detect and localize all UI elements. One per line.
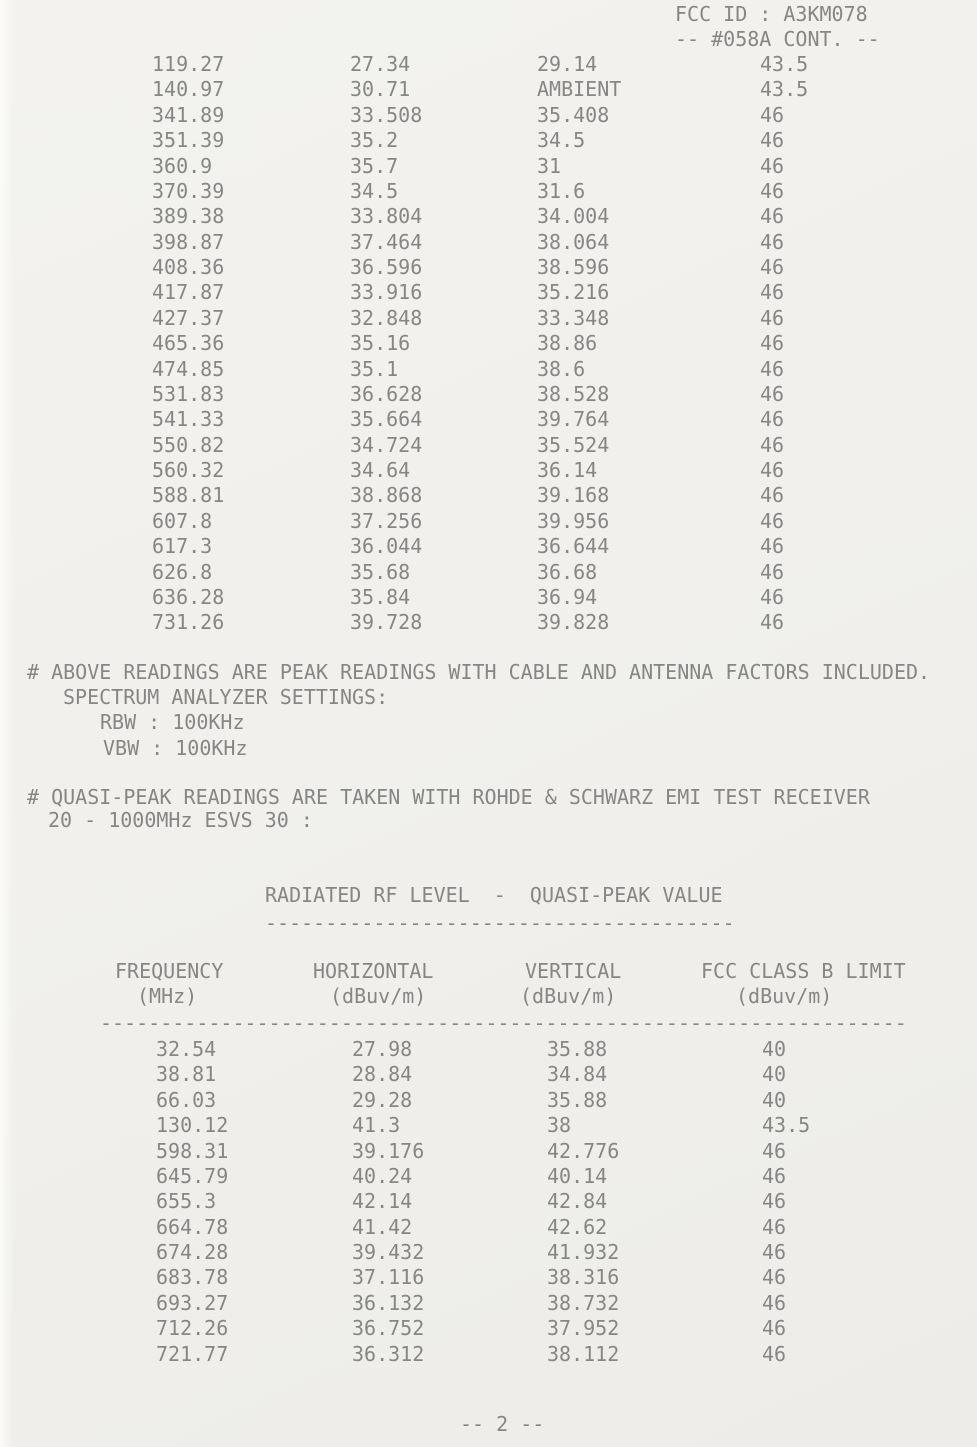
table-cell: 370.39 — [152, 178, 225, 203]
table-cell: 39.432 — [352, 1240, 425, 1264]
table-row — [0, 1316, 977, 1341]
continuation-label: -- #058A CONT. -- — [675, 27, 880, 51]
table-cell: 683.78 — [156, 1265, 229, 1290]
page-number: -- 2 -- — [460, 1412, 545, 1436]
table-cell: 39.168 — [537, 483, 610, 508]
table-row — [0, 230, 977, 255]
quasi-note-line2: 20 - 1000MHz ESVS 30 : — [48, 808, 313, 832]
table-cell: 46 — [760, 584, 785, 609]
table-cell: 46 — [762, 1163, 787, 1188]
table-cell: 31.6 — [537, 178, 586, 203]
table-cell: 36.644 — [537, 534, 610, 559]
table-cell: 37.464 — [350, 229, 423, 254]
table-cell: 119.27 — [152, 52, 225, 76]
table-cell: 46 — [760, 153, 785, 178]
column-header-frequency-unit: (MHz) — [137, 984, 198, 1008]
table-cell: 36.596 — [350, 255, 423, 279]
table-cell: 36.14 — [537, 458, 598, 482]
table-cell: 40 — [762, 1062, 787, 1087]
table-row — [0, 534, 977, 559]
table-row — [0, 103, 977, 128]
table-row — [0, 1164, 977, 1189]
table-cell: 40 — [762, 1087, 787, 1112]
table-cell: 34.724 — [350, 432, 423, 457]
table-cell: 35.68 — [350, 559, 411, 584]
table-cell: 35.524 — [537, 432, 610, 457]
table-cell: 531.83 — [152, 381, 225, 406]
table-row — [0, 331, 977, 356]
table-cell: 36.628 — [350, 381, 423, 406]
table-cell: 38.732 — [547, 1290, 620, 1315]
table-cell: 46 — [760, 356, 785, 381]
table-cell: 46 — [760, 458, 785, 482]
table-cell: 38.86 — [537, 331, 598, 356]
column-header-vertical-unit: (dBuv/m) — [520, 984, 617, 1008]
table-cell: 35.664 — [350, 407, 423, 432]
table-row — [0, 77, 977, 102]
table-cell: 38.596 — [537, 255, 610, 279]
table-cell: 36.044 — [350, 534, 423, 559]
table-row — [0, 306, 977, 331]
table-cell: 35.216 — [537, 280, 610, 305]
table-row — [0, 509, 977, 534]
table-cell: 46 — [760, 305, 785, 330]
table-cell: 33.804 — [350, 204, 423, 229]
table-cell: 645.79 — [156, 1163, 229, 1188]
table-cell: 474.85 — [152, 356, 225, 381]
table-cell: 30.71 — [350, 77, 411, 102]
table-cell: 46 — [762, 1138, 787, 1163]
table-cell: 36.752 — [352, 1316, 425, 1341]
table-cell: 46 — [760, 483, 785, 508]
table-cell: 38 — [547, 1113, 572, 1138]
table-row — [0, 1139, 977, 1164]
table-cell: 39.728 — [350, 610, 423, 635]
table-row — [0, 280, 977, 305]
table-cell: 27.98 — [352, 1037, 413, 1061]
table-cell: 46 — [760, 407, 785, 432]
quasi-peak-table — [0, 1037, 977, 1367]
table-cell: 408.36 — [152, 255, 225, 279]
table-cell: 40.24 — [352, 1163, 413, 1188]
peak-readings-table — [0, 52, 977, 636]
table-cell: 560.32 — [152, 458, 225, 482]
table-cell: 130.12 — [156, 1113, 229, 1138]
table-cell: 29.14 — [537, 52, 598, 76]
table-cell: 38.81 — [156, 1062, 217, 1087]
table-cell: 39.764 — [537, 407, 610, 432]
table-cell: 541.33 — [152, 407, 225, 432]
table-cell: 41.932 — [547, 1240, 620, 1264]
table-cell: 46 — [762, 1214, 787, 1239]
table-cell: 46 — [760, 508, 785, 533]
table-cell: 46 — [762, 1240, 787, 1264]
table-cell: 46 — [760, 610, 785, 635]
vbw-setting: VBW : 100KHz — [103, 736, 248, 760]
table-cell: 36.94 — [537, 584, 598, 609]
table-cell: 39.956 — [537, 508, 610, 533]
table-cell: 46 — [760, 432, 785, 457]
table-row — [0, 204, 977, 229]
quasi-table-title: RADIATED RF LEVEL - QUASI-PEAK VALUE — [265, 883, 723, 907]
table-row — [0, 1088, 977, 1113]
table-cell: 731.26 — [152, 610, 225, 635]
table-cell: 38.316 — [547, 1265, 620, 1290]
table-cell: 34.5 — [350, 178, 399, 203]
table-cell: 46 — [760, 559, 785, 584]
table-row — [0, 407, 977, 432]
table-cell: 39.176 — [352, 1138, 425, 1163]
table-cell: 38.064 — [537, 229, 610, 254]
table-cell: 607.8 — [152, 508, 213, 533]
table-row — [0, 433, 977, 458]
table-cell: 37.116 — [352, 1265, 425, 1290]
table-row — [0, 52, 977, 77]
table-cell: 43.5 — [760, 77, 809, 102]
table-row — [0, 179, 977, 204]
table-cell: 351.39 — [152, 128, 225, 153]
table-row — [0, 1113, 977, 1138]
table-cell: 31 — [537, 153, 562, 178]
table-cell: 550.82 — [152, 432, 225, 457]
table-cell: 32.848 — [350, 305, 423, 330]
table-row — [0, 1189, 977, 1214]
table-row — [0, 610, 977, 635]
table-cell: 46 — [760, 128, 785, 153]
table-cell: 721.77 — [156, 1341, 229, 1366]
table-cell: 27.34 — [350, 52, 411, 76]
table-cell: 33.508 — [350, 102, 423, 127]
header-separator: ------------------------------------------------------------------- — [100, 1011, 907, 1035]
table-cell: 34.84 — [547, 1062, 608, 1087]
table-cell: 39.828 — [537, 610, 610, 635]
table-cell: 35.16 — [350, 331, 411, 356]
column-header-fcc-limit: FCC CLASS B LIMIT — [701, 959, 906, 983]
table-row — [0, 1342, 977, 1367]
table-cell: 66.03 — [156, 1087, 217, 1112]
table-cell: 664.78 — [156, 1214, 229, 1239]
table-cell: 46 — [760, 534, 785, 559]
fcc-id-label: FCC ID : A3KM078 — [675, 2, 868, 26]
table-cell: AMBIENT — [537, 77, 622, 102]
table-row — [0, 1240, 977, 1265]
table-cell: 46 — [760, 255, 785, 279]
table-cell: 35.2 — [350, 128, 399, 153]
table-cell: 46 — [762, 1265, 787, 1290]
table-row — [0, 1291, 977, 1316]
table-cell: 28.84 — [352, 1062, 413, 1087]
table-row — [0, 1062, 977, 1087]
table-cell: 35.88 — [547, 1087, 608, 1112]
table-cell: 34.64 — [350, 458, 411, 482]
table-cell: 38.528 — [537, 381, 610, 406]
table-cell: 341.89 — [152, 102, 225, 127]
table-row — [0, 1215, 977, 1240]
table-cell: 674.28 — [156, 1240, 229, 1264]
table-cell: 36.68 — [537, 559, 598, 584]
table-cell: 140.97 — [152, 77, 225, 102]
table-cell: 417.87 — [152, 280, 225, 305]
table-cell: 46 — [762, 1189, 787, 1214]
table-cell: 712.26 — [156, 1316, 229, 1341]
table-cell: 32.54 — [156, 1037, 217, 1061]
table-cell: 37.256 — [350, 508, 423, 533]
table-row — [0, 560, 977, 585]
table-cell: 46 — [760, 381, 785, 406]
table-cell: 636.28 — [152, 584, 225, 609]
table-cell: 46 — [760, 178, 785, 203]
quasi-table-title-underline: --------------------------------------- — [265, 911, 735, 935]
table-cell: 38.868 — [350, 483, 423, 508]
table-cell: 38.6 — [537, 356, 586, 381]
table-cell: 588.81 — [152, 483, 225, 508]
table-cell: 36.312 — [352, 1341, 425, 1366]
table-cell: 41.3 — [352, 1113, 401, 1138]
peak-note-line2: SPECTRUM ANALYZER SETTINGS: — [63, 685, 389, 709]
table-cell: 617.3 — [152, 534, 213, 559]
quasi-note-line1: # QUASI-PEAK READINGS ARE TAKEN WITH ROHDE & SCHWARZ EMI TEST RECEIVER — [27, 785, 870, 809]
column-header-vertical: VERTICAL — [525, 959, 622, 983]
table-row — [0, 1265, 977, 1290]
table-cell: 427.37 — [152, 305, 225, 330]
table-cell: 46 — [760, 102, 785, 127]
table-cell: 29.28 — [352, 1087, 413, 1112]
table-cell: 360.9 — [152, 153, 213, 178]
table-cell: 33.916 — [350, 280, 423, 305]
table-row — [0, 1037, 977, 1062]
column-header-fcc-limit-unit: (dBuv/m) — [736, 984, 833, 1008]
table-cell: 46 — [762, 1316, 787, 1341]
column-header-horizontal: HORIZONTAL — [313, 959, 434, 983]
table-row — [0, 154, 977, 179]
peak-note-line1: # ABOVE READINGS ARE PEAK READINGS WITH CABLE AND ANTENNA FACTORS INCLUDED. — [27, 660, 931, 684]
table-cell: 46 — [760, 331, 785, 356]
table-cell: 655.3 — [156, 1189, 217, 1214]
table-cell: 35.88 — [547, 1037, 608, 1061]
table-cell: 42.62 — [547, 1214, 608, 1239]
table-cell: 46 — [760, 280, 785, 305]
table-cell: 465.36 — [152, 331, 225, 356]
table-cell: 40 — [762, 1037, 787, 1061]
table-cell: 40.14 — [547, 1163, 608, 1188]
table-cell: 35.7 — [350, 153, 399, 178]
table-cell: 46 — [762, 1341, 787, 1366]
table-cell: 46 — [760, 229, 785, 254]
table-cell: 389.38 — [152, 204, 225, 229]
table-cell: 46 — [760, 204, 785, 229]
table-cell: 41.42 — [352, 1214, 413, 1239]
table-row — [0, 357, 977, 382]
table-cell: 42.14 — [352, 1189, 413, 1214]
table-cell: 34.5 — [537, 128, 586, 153]
table-cell: 43.5 — [760, 52, 809, 76]
table-cell: 42.84 — [547, 1189, 608, 1214]
table-cell: 37.952 — [547, 1316, 620, 1341]
table-cell: 33.348 — [537, 305, 610, 330]
table-cell: 598.31 — [156, 1138, 229, 1163]
table-cell: 34.004 — [537, 204, 610, 229]
table-cell: 42.776 — [547, 1138, 620, 1163]
column-header-frequency: FREQUENCY — [115, 959, 224, 983]
table-row — [0, 128, 977, 153]
table-cell: 35.84 — [350, 584, 411, 609]
table-cell: 43.5 — [762, 1113, 811, 1138]
rbw-setting: RBW : 100KHz — [100, 710, 245, 734]
table-row — [0, 458, 977, 483]
column-header-horizontal-unit: (dBuv/m) — [330, 984, 427, 1008]
table-cell: 626.8 — [152, 559, 213, 584]
table-row — [0, 585, 977, 610]
table-row — [0, 382, 977, 407]
table-cell: 693.27 — [156, 1290, 229, 1315]
table-row — [0, 255, 977, 280]
table-cell: 35.1 — [350, 356, 399, 381]
table-cell: 46 — [762, 1290, 787, 1315]
table-cell: 36.132 — [352, 1290, 425, 1315]
table-cell: 35.408 — [537, 102, 610, 127]
table-cell: 38.112 — [547, 1341, 620, 1366]
table-cell: 398.87 — [152, 229, 225, 254]
table-row — [0, 483, 977, 508]
